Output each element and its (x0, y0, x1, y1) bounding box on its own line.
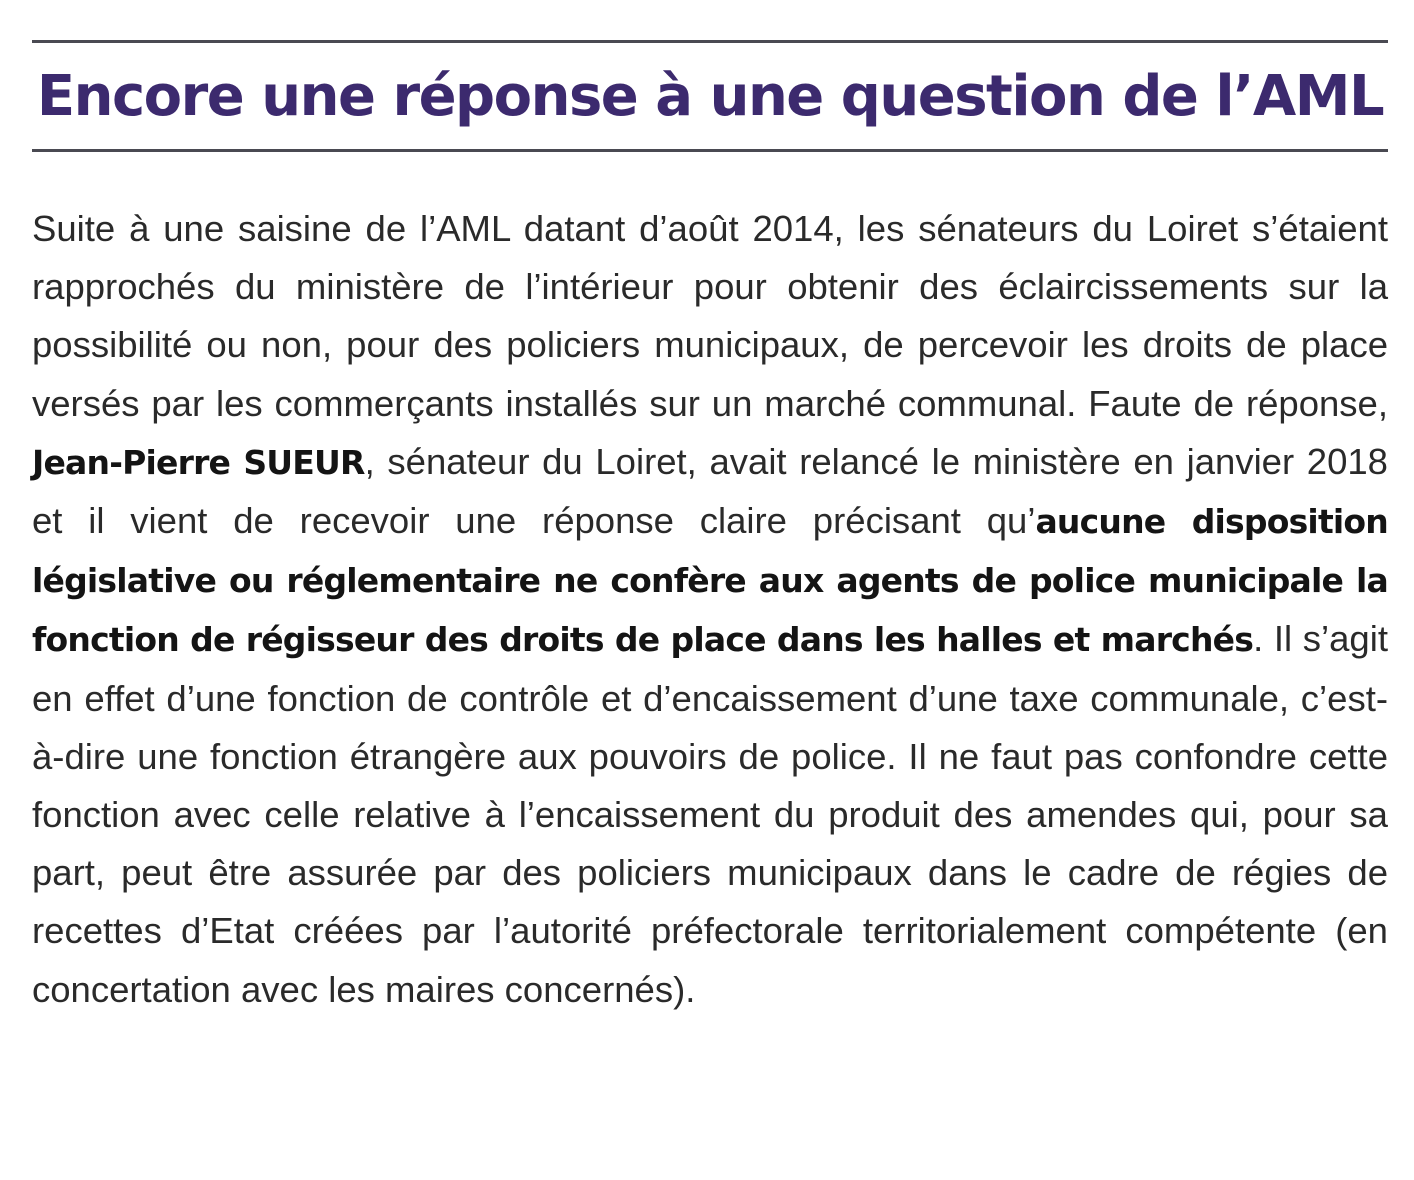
article-body (32, 200, 1388, 1019)
body-text-part-1: Suite à une saisine de l’AML datant d’août 2014, les sénateurs du Loiret s’étaient rapprochés du ministère de l’intérieur pour obtenir des éclaircissements sur la possibilité ou non, pour des policiers municipaux, de percevoir les droits de place versés par les commerçants installés sur un marché communal. Faute de réponse, (32, 208, 1388, 424)
article (32, 40, 1388, 1019)
body-text-part-3: . Il s’agit en effet d’une fonction de contrôle et d’encaissement d’une taxe communale, c’est-à-dire une fonction étrangère aux pouvoirs de police. Il ne faut pas confondre cette fonction avec celle relative à l’encaissement du produit des amendes qui, pour sa part, peut être assurée par des policiers municipaux dans le cadre de régies de recettes d’Etat créées par l’autorité préfectorale territorialement compétente (en concertation avec les maires concernés). (32, 618, 1388, 1010)
senator-name: Jean-Pierre SUEUR (32, 442, 365, 482)
bottom-rule (32, 149, 1388, 152)
article-title: Encore une réponse à une question de l’AML (36, 64, 1384, 129)
body-text-part-2: , sénateur du Loiret, avait relancé le ministère en janvier 2018 et il vient de recevoir une réponse claire précisant qu’ (32, 440, 1388, 542)
ministry-statement: aucune disposition législative ou réglementaire ne confère aux agents de police municipale la fonction de régisseur des droits de place dans les halles et marchés (32, 502, 1388, 660)
